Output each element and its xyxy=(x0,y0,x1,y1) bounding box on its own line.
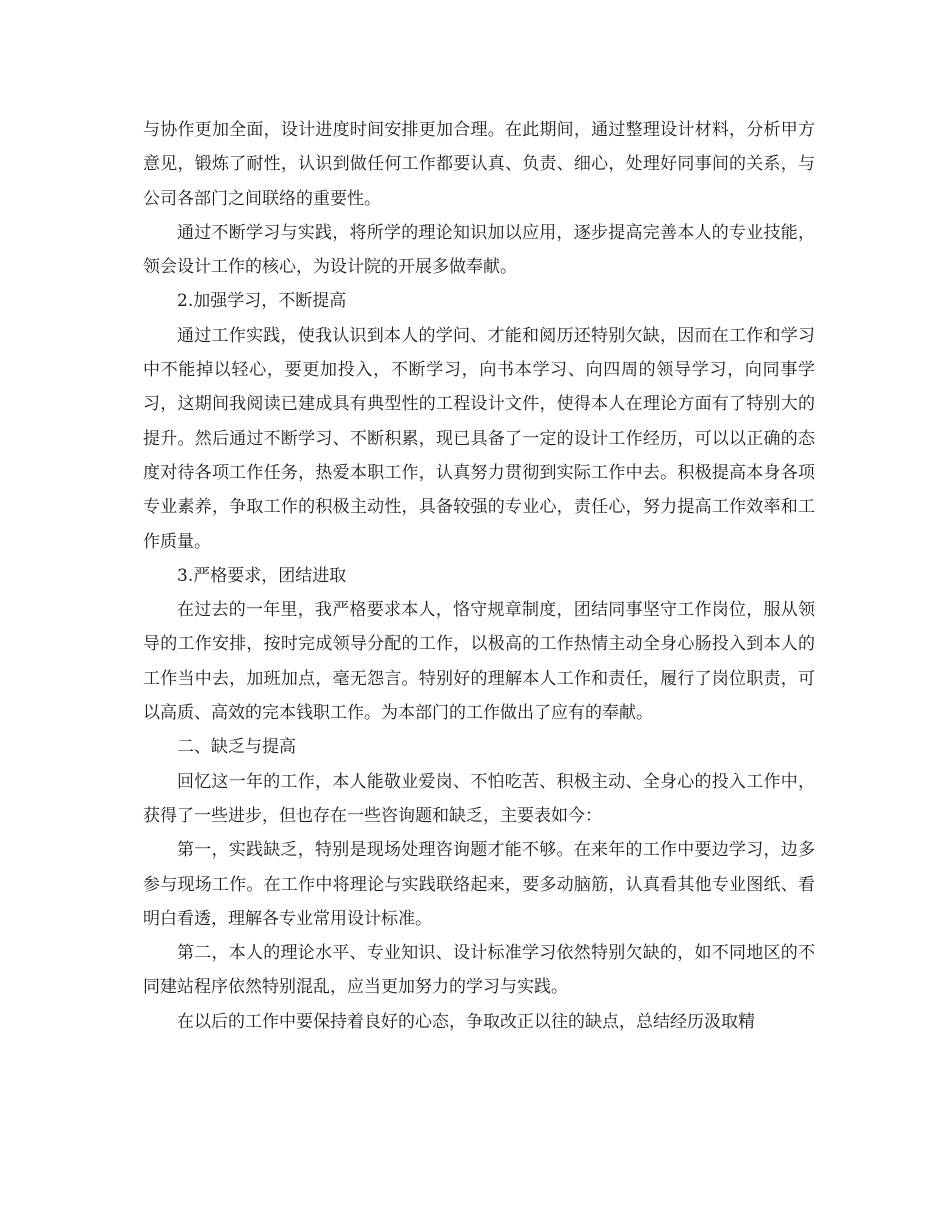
heading-shortcomings: 二、缺乏与提高 xyxy=(177,737,296,758)
paragraph-cooperation: 与协作更加全面，设计进度时间安排更加合理。在此期间，通过整理设计材料，分析甲方意见，锻炼了耐性，认识到做任何工作都要认真、负责、细心，处理好同事间的关系，与公司各部门之间联络的重要性。 xyxy=(143,120,815,209)
heading-strengthen-learning: 2.加强学习，不断提高 xyxy=(177,291,347,312)
paragraph-review: 回忆这一年的工作，本人能敬业爱岗、不怕吃苦、积极主动、全身心的投入工作中，获得了一些进步，但也存在一些咨询题和缺乏，主要表如今： xyxy=(143,771,815,826)
paragraph-first-point: 第一，实践缺乏，特别是现场处理咨询题才能不够。在来年的工作中要边学习，边多参与现场工作。在工作中将理论与实践联络起来，要多动脑筋，认真看其他专业图纸、看明白看透，理解各专业常用设计标准。 xyxy=(143,840,815,929)
paragraph-past-year: 在过去的一年里，我严格要求本人，恪守规章制度，团结同事坚守工作岗位，服从领导的工作安排，按时完成领导分配的工作，以极高的工作热情主动全身心肠投入到本人的工作当中去，加班加点，毫无怨言。特别好的理解本人工作和责任，履行了岗位职责，可以高质、高效的完本钱职工作。为本部门的工作做出了应有的奉献。 xyxy=(143,600,815,724)
paragraph-practice: 通过不断学习与实践，将所学的理论知识加以应用，逐步提高完善本人的专业技能，领会设计工作的核心，为设计院的开展多做奉献。 xyxy=(143,222,815,278)
paragraph-second-point: 第二，本人的理论水平、专业知识、设计标准学习依然特别欠缺的，如不同地区的不同建站程序依然特别混乱，应当更加努力的学习与实践。 xyxy=(143,943,815,998)
document-body xyxy=(143,113,815,1039)
paragraph-future-work: 在以后的工作中要保持着良好的心态，争取改正以往的缺点，总结经历汲取精 xyxy=(177,1011,755,1032)
paragraph-work-practice: 通过工作实践，使我认识到本人的学问、才能和阅历还特别欠缺，因而在工作和学习中不能掉以轻心，要更加投入，不断学习，向书本学习、向四周的领导学习，向同事学习，这期间我阅读已建成具有典型性的工程设计文件，使得本人在理论方面有了特别大的提升。然后通过不断学习、不断积累，现已具备了一定的设计工作经历，可以以正确的态度对待各项工作任务，热爱本职工作，认真努力贯彻到实际工作中去。积极提高本身各项专业素养，争取工作的积极主动性，具备较强的专业心，责任心，努力提高工作效率和工作质量。 xyxy=(143,325,815,552)
heading-strict-requirements: 3.严格要求，团结进取 xyxy=(177,565,347,586)
